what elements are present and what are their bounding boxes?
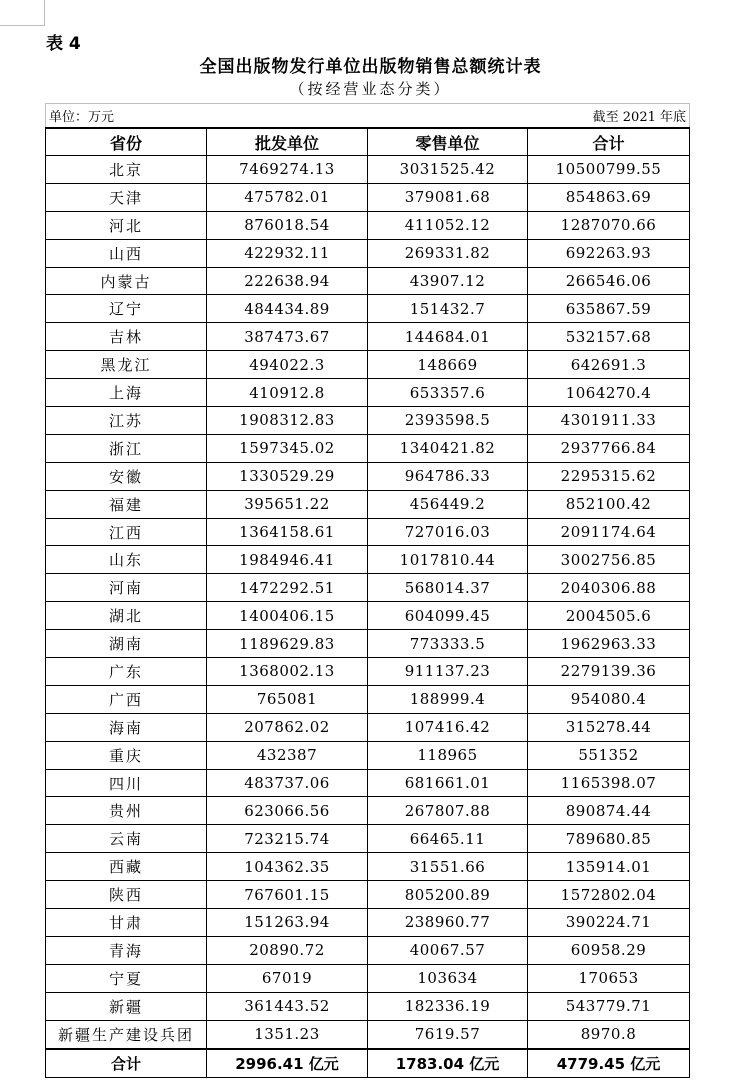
table-row [46, 602, 690, 630]
wholesale-cell: 361443.52 [207, 992, 368, 1020]
retail-cell: 964786.33 [368, 462, 528, 490]
retail-cell: 805200.89 [368, 881, 528, 909]
total-cell: 635867.59 [528, 295, 690, 323]
total-cell: 852100.42 [528, 490, 690, 518]
total-cell: 1572802.04 [528, 881, 690, 909]
total-wholesale: 2996.41 亿元 [207, 1049, 368, 1078]
table-row [46, 295, 690, 323]
table-row [46, 239, 690, 267]
total-cell: 2279139.36 [528, 658, 690, 686]
total-cell: 1064270.4 [528, 379, 690, 407]
table-row [46, 462, 690, 490]
table-row [46, 183, 690, 211]
total-sum: 4779.45 亿元 [528, 1049, 690, 1078]
total-cell: 3002756.85 [528, 546, 690, 574]
wholesale-cell: 494022.3 [207, 351, 368, 379]
total-cell: 551352 [528, 741, 690, 769]
total-retail: 1783.04 亿元 [368, 1049, 528, 1078]
table-row [46, 936, 690, 964]
total-row [46, 1049, 690, 1078]
total-cell: 4301911.33 [528, 407, 690, 435]
retail-cell: 188999.4 [368, 685, 528, 713]
total-cell: 854863.69 [528, 183, 690, 211]
total-cell: 1287070.66 [528, 211, 690, 239]
wholesale-cell: 104362.35 [207, 853, 368, 881]
table-row [46, 518, 690, 546]
column-header-province: 省份 [46, 128, 207, 156]
province-cell: 新疆生产建设兵团 [46, 1020, 207, 1048]
total-cell: 954080.4 [528, 685, 690, 713]
wholesale-cell: 623066.56 [207, 797, 368, 825]
total-cell: 390224.71 [528, 909, 690, 937]
province-cell: 青海 [46, 936, 207, 964]
wholesale-cell: 395651.22 [207, 490, 368, 518]
wholesale-cell: 1984946.41 [207, 546, 368, 574]
retail-cell: 568014.37 [368, 574, 528, 602]
total-cell: 266546.06 [528, 267, 690, 295]
table-row [46, 853, 690, 881]
table-row [46, 769, 690, 797]
wholesale-cell: 151263.94 [207, 909, 368, 937]
province-cell: 宁夏 [46, 964, 207, 992]
table-row [46, 574, 690, 602]
column-header-wholesale: 批发单位 [207, 128, 368, 156]
province-cell: 浙江 [46, 434, 207, 462]
retail-cell: 238960.77 [368, 909, 528, 937]
wholesale-cell: 7469274.13 [207, 156, 368, 184]
province-cell: 云南 [46, 825, 207, 853]
wholesale-cell: 422932.11 [207, 239, 368, 267]
table-meta-row [46, 104, 690, 129]
table-row [46, 685, 690, 713]
meta-spacer [207, 104, 368, 129]
retail-cell: 267807.88 [368, 797, 528, 825]
province-cell: 西藏 [46, 853, 207, 881]
retail-cell: 411052.12 [368, 211, 528, 239]
retail-cell: 43907.12 [368, 267, 528, 295]
retail-cell: 107416.42 [368, 713, 528, 741]
province-cell: 山东 [46, 546, 207, 574]
retail-cell: 151432.7 [368, 295, 528, 323]
table-row [46, 825, 690, 853]
retail-cell: 7619.57 [368, 1020, 528, 1048]
retail-cell: 379081.68 [368, 183, 528, 211]
retail-cell: 911137.23 [368, 658, 528, 686]
wholesale-cell: 207862.02 [207, 713, 368, 741]
total-cell: 2295315.62 [528, 462, 690, 490]
retail-cell: 118965 [368, 741, 528, 769]
total-cell: 692263.93 [528, 239, 690, 267]
table-row [46, 658, 690, 686]
retail-cell: 103634 [368, 964, 528, 992]
province-cell: 天津 [46, 183, 207, 211]
retail-cell: 182336.19 [368, 992, 528, 1020]
province-cell: 河南 [46, 574, 207, 602]
province-cell: 广西 [46, 685, 207, 713]
retail-cell: 653357.6 [368, 379, 528, 407]
table-row [46, 156, 690, 184]
total-cell: 2040306.88 [528, 574, 690, 602]
wholesale-cell: 483737.06 [207, 769, 368, 797]
table-row [46, 434, 690, 462]
table-row [46, 490, 690, 518]
province-cell: 江苏 [46, 407, 207, 435]
total-cell: 135914.01 [528, 853, 690, 881]
wholesale-cell: 1330529.29 [207, 462, 368, 490]
wholesale-cell: 876018.54 [207, 211, 368, 239]
table-row [46, 407, 690, 435]
wholesale-cell: 1351.23 [207, 1020, 368, 1048]
column-header-total: 合计 [528, 128, 690, 156]
sales-table [45, 103, 690, 1078]
province-cell: 湖南 [46, 630, 207, 658]
total-cell: 532157.68 [528, 323, 690, 351]
table-row [46, 323, 690, 351]
retail-cell: 40067.57 [368, 936, 528, 964]
unit-label: 单位：万元 [46, 104, 207, 129]
province-cell: 重庆 [46, 741, 207, 769]
wholesale-cell: 1472292.51 [207, 574, 368, 602]
sales-table-container [45, 103, 689, 1078]
wholesale-cell: 432387 [207, 741, 368, 769]
total-cell: 170653 [528, 964, 690, 992]
total-cell: 10500799.55 [528, 156, 690, 184]
column-header-retail: 零售单位 [368, 128, 528, 156]
province-cell: 江西 [46, 518, 207, 546]
table-row [46, 630, 690, 658]
province-cell: 辽宁 [46, 295, 207, 323]
table-row [46, 992, 690, 1020]
wholesale-cell: 484434.89 [207, 295, 368, 323]
total-cell: 2091174.64 [528, 518, 690, 546]
page-corner-mark [0, 0, 45, 26]
province-cell: 山西 [46, 239, 207, 267]
wholesale-cell: 1908312.83 [207, 407, 368, 435]
table-row [46, 546, 690, 574]
total-cell: 60958.29 [528, 936, 690, 964]
wholesale-cell: 1189629.83 [207, 630, 368, 658]
table-row [46, 741, 690, 769]
table-row [46, 797, 690, 825]
retail-cell: 727016.03 [368, 518, 528, 546]
table-row [46, 909, 690, 937]
province-cell: 福建 [46, 490, 207, 518]
page-title: 全国出版物发行单位出版物销售总额统计表 [199, 57, 542, 77]
table-row [46, 964, 690, 992]
table-row [46, 267, 690, 295]
table-row [46, 211, 690, 239]
page-subtitle: （按经营业态分类） [289, 80, 452, 98]
retail-cell: 1017810.44 [368, 546, 528, 574]
wholesale-cell: 767601.15 [207, 881, 368, 909]
retail-cell: 31551.66 [368, 853, 528, 881]
retail-cell: 66465.11 [368, 825, 528, 853]
wholesale-cell: 1597345.02 [207, 434, 368, 462]
province-cell: 上海 [46, 379, 207, 407]
province-cell: 广东 [46, 658, 207, 686]
retail-cell: 148669 [368, 351, 528, 379]
province-cell: 湖北 [46, 602, 207, 630]
total-label: 合计 [46, 1049, 207, 1078]
retail-cell: 3031525.42 [368, 156, 528, 184]
retail-cell: 681661.01 [368, 769, 528, 797]
total-cell: 315278.44 [528, 713, 690, 741]
table-body [46, 156, 690, 1049]
wholesale-cell: 765081 [207, 685, 368, 713]
retail-cell: 2393598.5 [368, 407, 528, 435]
province-cell: 陕西 [46, 881, 207, 909]
province-cell: 海南 [46, 713, 207, 741]
table-row [46, 351, 690, 379]
province-cell: 甘肃 [46, 909, 207, 937]
province-cell: 黑龙江 [46, 351, 207, 379]
table-row [46, 1020, 690, 1048]
wholesale-cell: 1368002.13 [207, 658, 368, 686]
retail-cell: 144684.01 [368, 323, 528, 351]
total-cell: 789680.85 [528, 825, 690, 853]
table-row [46, 379, 690, 407]
table-row [46, 881, 690, 909]
total-cell: 8970.8 [528, 1020, 690, 1048]
retail-cell: 604099.45 [368, 602, 528, 630]
total-cell: 1165398.07 [528, 769, 690, 797]
table-number-label: 表 4 [46, 34, 81, 54]
total-cell: 2937766.84 [528, 434, 690, 462]
wholesale-cell: 1400406.15 [207, 602, 368, 630]
wholesale-cell: 387473.67 [207, 323, 368, 351]
retail-cell: 456449.2 [368, 490, 528, 518]
wholesale-cell: 67019 [207, 964, 368, 992]
province-cell: 安徽 [46, 462, 207, 490]
total-cell: 890874.44 [528, 797, 690, 825]
total-cell: 642691.3 [528, 351, 690, 379]
province-cell: 河北 [46, 211, 207, 239]
wholesale-cell: 1364158.61 [207, 518, 368, 546]
total-cell: 2004505.6 [528, 602, 690, 630]
retail-cell: 773333.5 [368, 630, 528, 658]
wholesale-cell: 475782.01 [207, 183, 368, 211]
total-cell: 543779.71 [528, 992, 690, 1020]
province-cell: 四川 [46, 769, 207, 797]
table-row [46, 713, 690, 741]
province-cell: 内蒙古 [46, 267, 207, 295]
retail-cell: 1340421.82 [368, 434, 528, 462]
table-header-row [46, 128, 690, 156]
retail-cell: 269331.82 [368, 239, 528, 267]
wholesale-cell: 723215.74 [207, 825, 368, 853]
province-cell: 吉林 [46, 323, 207, 351]
date-label: 截至 2021 年底 [528, 104, 690, 129]
wholesale-cell: 222638.94 [207, 267, 368, 295]
meta-spacer [368, 104, 528, 129]
wholesale-cell: 410912.8 [207, 379, 368, 407]
wholesale-cell: 20890.72 [207, 936, 368, 964]
province-cell: 贵州 [46, 797, 207, 825]
province-cell: 新疆 [46, 992, 207, 1020]
total-cell: 1962963.33 [528, 630, 690, 658]
province-cell: 北京 [46, 156, 207, 184]
